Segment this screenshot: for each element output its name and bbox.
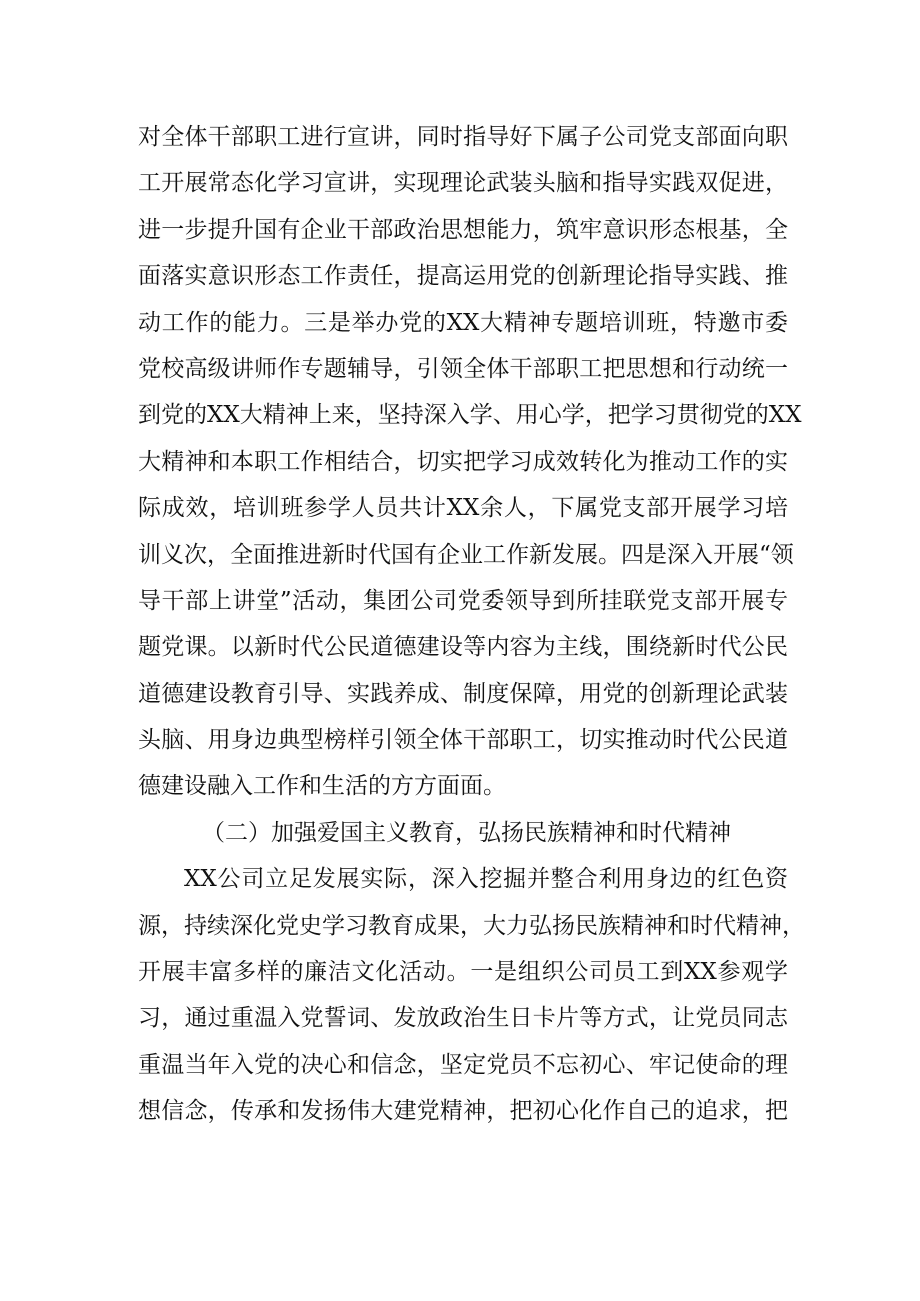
- paragraph-line: 头脑、用身边典型榜样引领全体干部职工，切实推动时代公民道: [138, 727, 788, 754]
- paragraph-line: 对全体干部职工进行宣讲，同时指导好下属子公司党支部面向职: [138, 124, 788, 150]
- paragraph-line: 进一步提升国有企业干部政治思想能力，筑牢意识形态根基，全: [138, 216, 788, 243]
- paragraph-line: 大精神和本职工作相结合，切实把学习成效转化为推动工作的实: [138, 448, 788, 475]
- paragraph-line: 训义次，全面推进新时代国有企业工作新发展。四是深入开展“领: [138, 541, 794, 568]
- paragraph-line: 到党的XX大精神上来，坚持深入学、用心学，把学习贯彻党的XX: [138, 402, 802, 429]
- paragraph-line: 面落实意识形态工作责任，提高运用党的创新理论指导实践、推: [138, 263, 788, 290]
- paragraph-line: 道德建设教育引导、实践养成、制度保障，用党的创新理论武装: [138, 680, 788, 707]
- paragraph-line: 题党课。以新时代公民道德建设等内容为主线，围绕新时代公民: [138, 634, 788, 661]
- paragraph-line: 习，通过重温入党誓词、发放政治生日卡片等方式，让党员同志: [138, 1005, 788, 1032]
- paragraph-line: 德建设融入工作和生活的方方面面。: [138, 773, 506, 800]
- paragraph-line: 际成效，培训班参学人员共计XX余人，下属党支部开展学习培: [138, 495, 788, 522]
- paragraph-line: 开展丰富多样的廉洁文化活动。一是组织公司员工到XX参观学: [138, 959, 788, 986]
- paragraph-line: 工开展常态化学习宣讲，实现理论武装头脑和指导实践双促进，: [138, 170, 788, 197]
- paragraph-line: 想信念，传承和发扬伟大建党精神，把初心化作自己的追求，把: [138, 1098, 788, 1125]
- paragraph-line: XX公司立足发展实际，深入挖掘并整合利用身边的红色资: [184, 866, 788, 893]
- paragraph-line: 重温当年入党的决心和信念，坚定党员不忘初心、牢记使命的理: [138, 1051, 788, 1078]
- paragraph-line: 导干部上讲堂”活动，集团公司党委领导到所挂联党支部开展专: [138, 587, 788, 614]
- section-heading: （二）加强爱国主义教育，弘扬民族精神和时代精神: [202, 819, 731, 846]
- paragraph-line: 动工作的能力。三是举办党的XX大精神专题培训班，特邀市委: [138, 309, 788, 336]
- paragraph-line: 党校高级讲师作专题辅导，引领全体干部职工把思想和行动统一: [138, 355, 788, 382]
- document-body: [138, 114, 805, 1135]
- paragraph-line: 源，持续深化党史学习教育成果，大力弘扬民族精神和时代精神，: [138, 912, 805, 939]
